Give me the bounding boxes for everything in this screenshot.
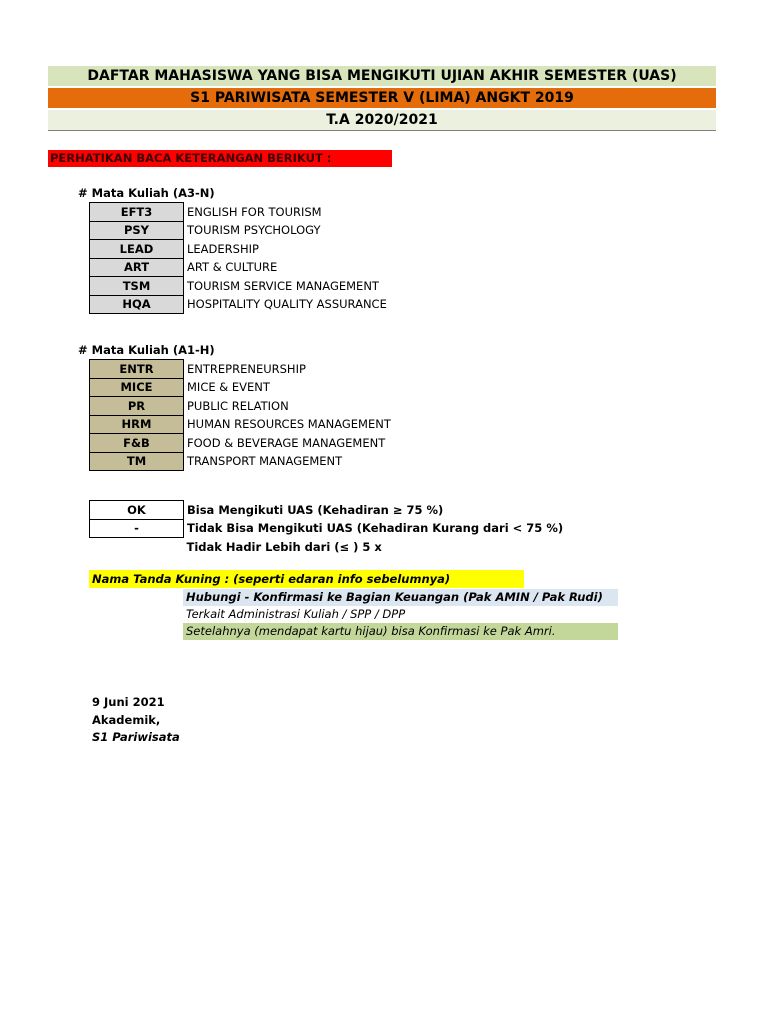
status-desc: Tidak Bisa Mengikuti UAS (Kehadiran Kurang dari < 75 %) (187, 521, 564, 536)
course-code: MICE (90, 378, 184, 397)
status-desc: Bisa Mengikuti UAS (Kehadiran ≥ 75 %) (187, 502, 444, 517)
table-row (90, 452, 392, 471)
table-row (90, 378, 392, 397)
table-row (90, 434, 392, 453)
section-a1-heading: # Mata Kuliah (A1-H) (78, 343, 215, 357)
course-name: LEADERSHIP (187, 241, 259, 256)
course-name: TOURISM SERVICE MANAGEMENT (187, 278, 379, 293)
status-code: OK (90, 501, 184, 520)
course-code: F&B (90, 434, 184, 453)
notice-banner: PERHATIKAN BACA KETERANGAN BERIKUT : (48, 150, 392, 167)
course-name: ENTREPRENEURSHIP (187, 361, 306, 376)
status-legend (89, 500, 564, 556)
course-name: ENGLISH FOR TOURISM (187, 204, 322, 219)
table-row (90, 221, 387, 240)
note-admin: Terkait Administrasi Kuliah / SPP / DPP (183, 606, 618, 623)
course-name: PUBLIC RELATION (187, 398, 289, 413)
section-a3-heading: # Mata Kuliah (A3-N) (78, 186, 215, 200)
course-name: ART & CULTURE (187, 260, 278, 275)
signature-unit: S1 Pariwisata (92, 730, 180, 744)
course-code: ENTR (90, 360, 184, 379)
course-table-a1 (89, 359, 392, 471)
note-contact: Hubungi - Konfirmasi ke Bagian Keuangan (Pak AMIN / Pak Rudi) (183, 589, 618, 606)
table-row (90, 277, 387, 296)
program-title: S1 PARIWISATA SEMESTER V (LIMA) ANGKT 2019 (48, 88, 716, 108)
signature-role: Akademik, (92, 713, 161, 727)
table-row (90, 295, 387, 314)
legend-row (90, 538, 564, 556)
course-name: TRANSPORT MANAGEMENT (187, 454, 343, 469)
legend-row (90, 519, 564, 538)
table-row (90, 258, 387, 277)
course-name: HOSPITALITY QUALITY ASSURANCE (187, 297, 387, 312)
course-name: FOOD & BEVERAGE MANAGEMENT (187, 435, 386, 450)
course-code: PSY (90, 221, 184, 240)
course-name: MICE & EVENT (187, 380, 270, 395)
table-row (90, 360, 392, 379)
course-name: HUMAN RESOURCES MANAGEMENT (187, 417, 391, 432)
course-table-a3 (89, 202, 387, 314)
note-green-card: Setelahnya (mendapat kartu hijau) bisa Konfirmasi ke Pak Amri. (183, 623, 618, 640)
course-name: TOURISM PSYCHOLOGY (187, 223, 321, 238)
course-code: TM (90, 452, 184, 471)
course-code: EFT3 (90, 203, 184, 222)
table-row (90, 203, 387, 222)
legend-row (90, 501, 564, 520)
course-code: LEAD (90, 240, 184, 259)
academic-year: T.A 2020/2021 (48, 110, 716, 131)
course-code: ART (90, 258, 184, 277)
signature-date: 9 Juni 2021 (92, 695, 165, 709)
table-row (90, 415, 392, 434)
course-code: HRM (90, 415, 184, 434)
course-code: PR (90, 397, 184, 416)
status-desc: Tidak Hadir Lebih dari (≤ ) 5 x (186, 539, 382, 554)
document-title: DAFTAR MAHASISWA YANG BISA MENGIKUTI UJIAN AKHIR SEMESTER (UAS) (48, 66, 716, 86)
table-row (90, 240, 387, 259)
table-row (90, 397, 392, 416)
status-code: - (90, 519, 184, 538)
course-code: HQA (90, 295, 184, 314)
yellow-note: Nama Tanda Kuning : (seperti edaran info sebelumnya) (89, 570, 524, 588)
course-code: TSM (90, 277, 184, 296)
status-code (90, 538, 184, 556)
